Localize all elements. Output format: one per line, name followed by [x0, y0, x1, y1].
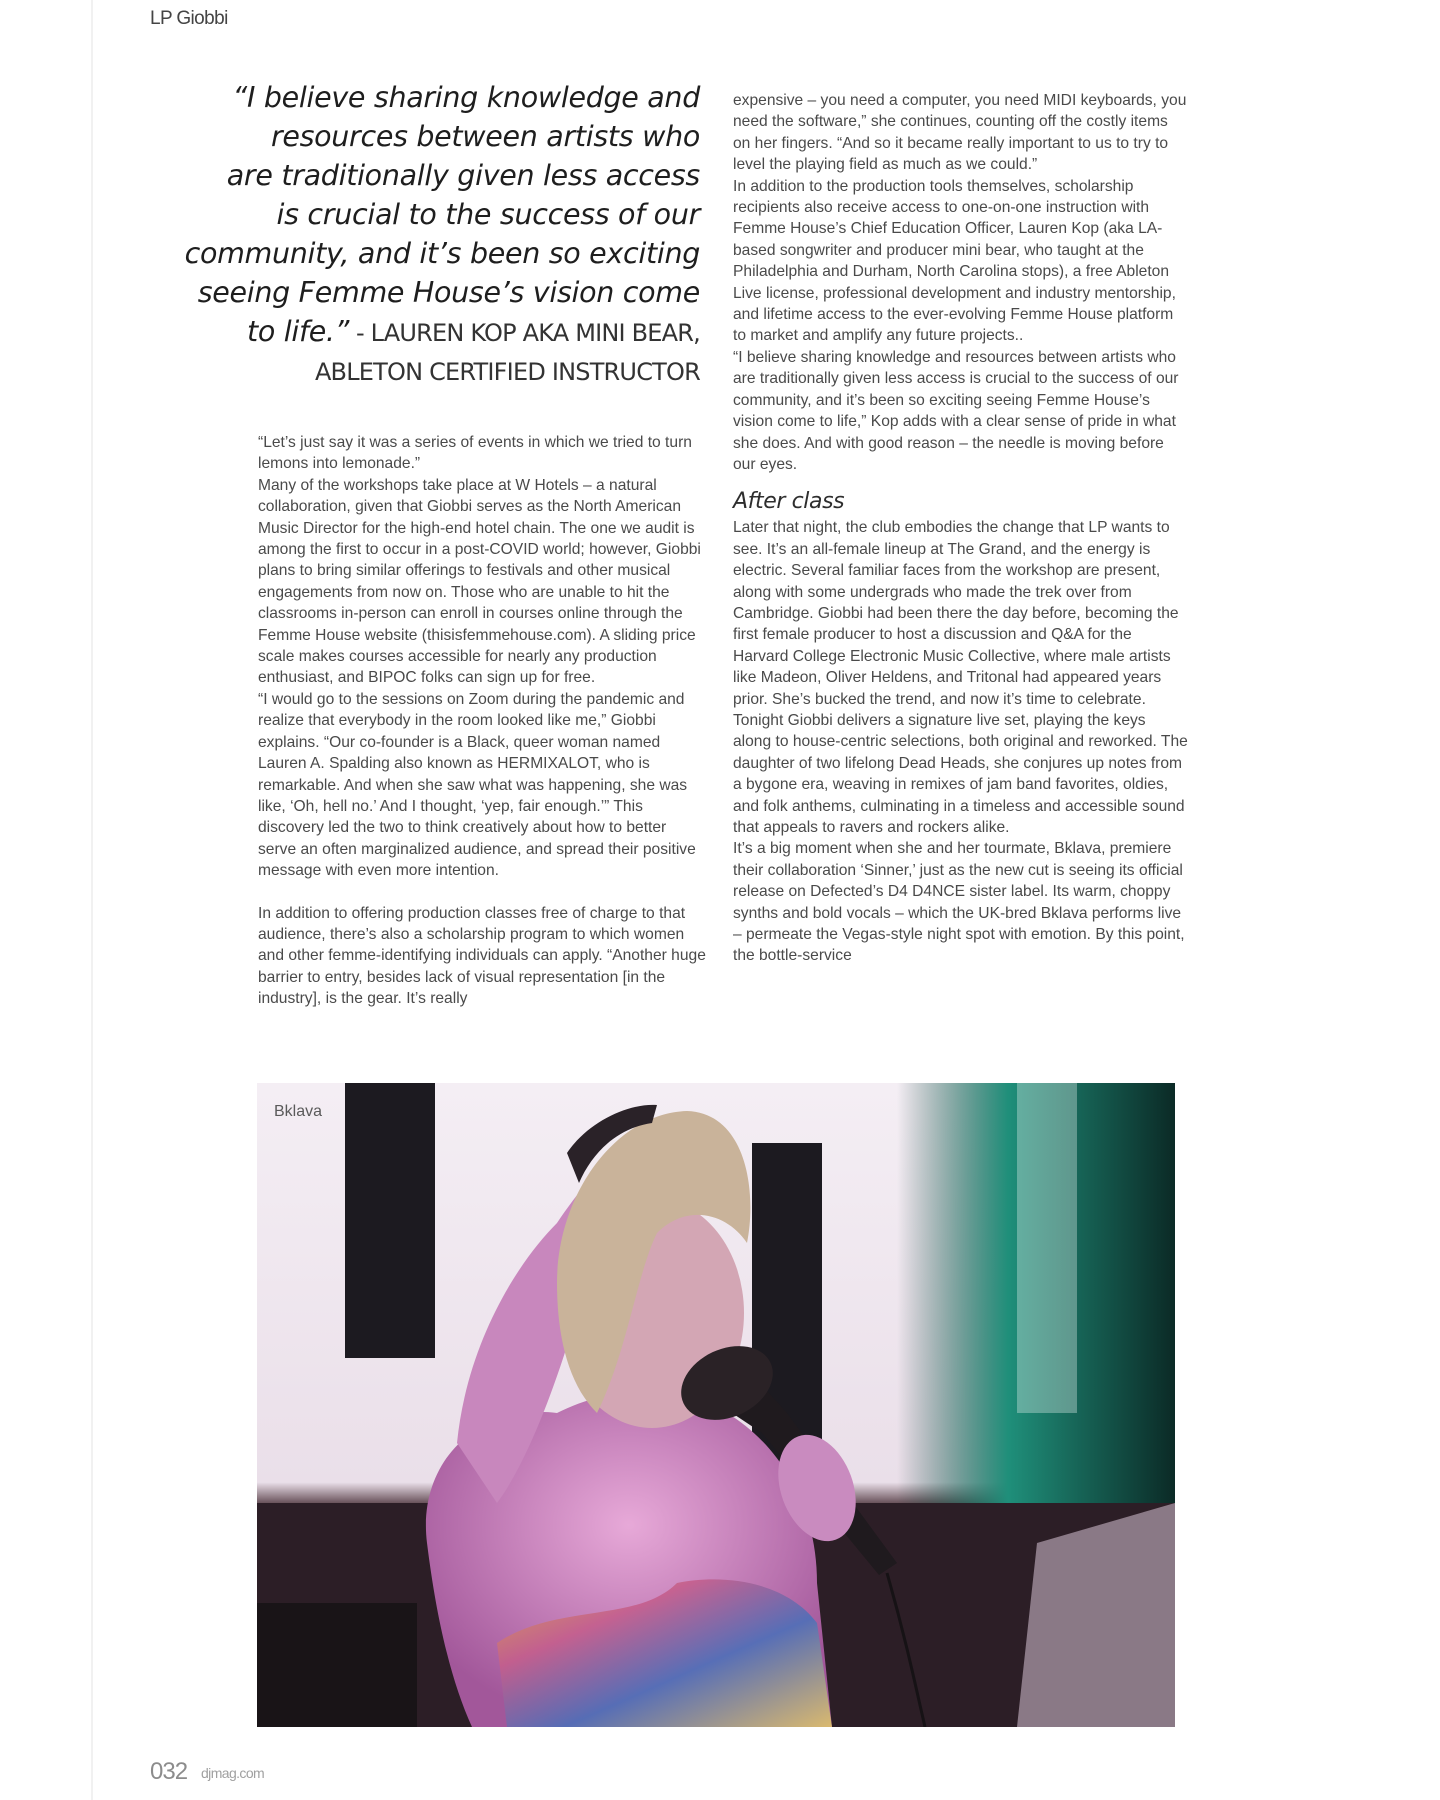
pull-quote-line: community, and it’s been so exciting [184, 237, 700, 270]
pull-quote [130, 78, 700, 392]
body-paragraph: Tonight Giobbi delivers a signature live set, playing the keys along to house-centric selections, both original and reworked. The daughter of two lifelong Dead Heads, she conjures up notes from a bygone era, weaving in remixes of jam band favorites, oldies, and folk anthems, culminating in a timeless and accessible sound that appeals to ravers and rockers alike. [733, 711, 1188, 836]
body-paragraph: It’s a big moment when she and her tourmate, Bklava, premiere their collaboration ‘Sinner,’ just as the new cut is seeing its official release on Defected’s D4 D4NCE sister label. Its warm, choppy synths and bold vocals – which the UK-bred Bklava performs live – permeate the Vegas-style night spot with emotion. By this point, the bottle-service [733, 840, 1185, 965]
body-paragraph: Many of the workshops take place at W Hotels – a natural collaboration, given that Giobbi serves as the North American Music Director for the high-end hotel chain. The one we audit is among the first to occur in a post-COVID world; however, Giobbi plans to bring similar offerings to festivals and other musical engagements from now on. Those who are unable to hit the classrooms in-person can enroll in courses online through the Femme House website (thisisfemmehouse.com). A sliding price scale makes courses accessible for nearly any production enthusiast, and BIPOC folks can sign up for free. [258, 476, 701, 687]
publication-site: djmag.com [201, 1765, 265, 1781]
page-gutter-rule [91, 0, 93, 1800]
performer-photo-illustration [257, 1083, 1175, 1727]
pull-quote-line: seeing Femme House’s vision come [197, 276, 700, 309]
feature-photo [257, 1083, 1175, 1727]
body-paragraph: “Let’s just say it was a series of events in which we tried to turn lemons into lemonade.” [258, 434, 692, 473]
running-head: LP Giobbi [150, 8, 228, 29]
body-column-right [733, 90, 1188, 967]
pull-quote-line: to life.” [246, 315, 350, 348]
pull-quote-line: is crucial to the success of our [276, 198, 700, 231]
pull-quote-line: are traditionally given less access [226, 159, 700, 192]
body-paragraph: “I believe sharing knowledge and resources between artists who are traditionally given less access is crucial to the success of our community, and it’s been so exciting seeing Femme House’s vision come to life,” Kop adds with a clear sense of pride in what she does. And with good reason – the needle is moving before our eyes. [733, 348, 1179, 473]
pull-quote-last-line [130, 312, 700, 353]
photo-caption: Bklava [274, 1103, 323, 1120]
body-paragraph: In addition to offering production classes free of charge to that audience, there’s also a scholarship program to which women and other femme-identifying individuals can apply. “Another huge barrier to entry, besides lack of visual representation [in the industry], is the gear. It’s really [258, 904, 706, 1008]
pull-quote-attribution-title: ABLETON CERTIFIED INSTRUCTOR [314, 358, 700, 386]
page-number: 032 [150, 1758, 188, 1785]
pull-quote-line: resources between artists who [270, 120, 700, 153]
pull-quote-attribution: - LAUREN KOP AKA MINI BEAR, [349, 319, 700, 347]
body-paragraph: Later that night, the club embodies the change that LP wants to see. It’s an all-female lineup at The Grand, and the energy is electric. Several familiar faces from the workshop are present, along with some undergrads who made the trek over from Cambridge. Giobbi had been there the day before, becoming the first female producer to host a discussion and Q&A for the Harvard College Electronic Music Collective, where male artists like Madeon, Oliver Heldens, and Tritonal had appeared years prior. She’s bucked the trend, and now it’s time to celebrate. [733, 519, 1179, 708]
body-paragraph: expensive – you need a computer, you need MIDI keyboards, you need the software,” she continues, counting off the costly items on her fingers. “And so it became really important to us to try to level the playing field as much as we could.” [733, 92, 1187, 174]
pull-quote-line: “I believe sharing knowledge and [232, 81, 700, 114]
body-column-left [258, 432, 708, 1010]
section-subhead: After class [733, 489, 845, 515]
body-paragraph: “I would go to the sessions on Zoom during the pandemic and realize that everybody in the room looked like me,” Giobbi explains. “Our co-founder is a Black, queer woman named Lauren A. Spalding also known as HERMIXALOT, who is remarkable. And when she saw what was happening, she was like, ‘Oh, hell no.’ And I thought, ‘yep, fair enough.’” This discovery led the two to think creatively about how to better serve an often marginalized audience, and spread their positive message with even more intention. [258, 690, 696, 880]
body-paragraph: In addition to the production tools themselves, scholarship recipients also receive access to one-on-one instruction with Femme House’s Chief Education Officer, Lauren Kop (aka LA-based songwriter and producer mini bear, who taught at the Philadelphia and Durham, North Carolina stops), a free Ableton Live license, professional development and industry mentorship, and lifetime access to the ever-evolving Femme House platform to market and amplify any future projects.. [733, 177, 1176, 345]
